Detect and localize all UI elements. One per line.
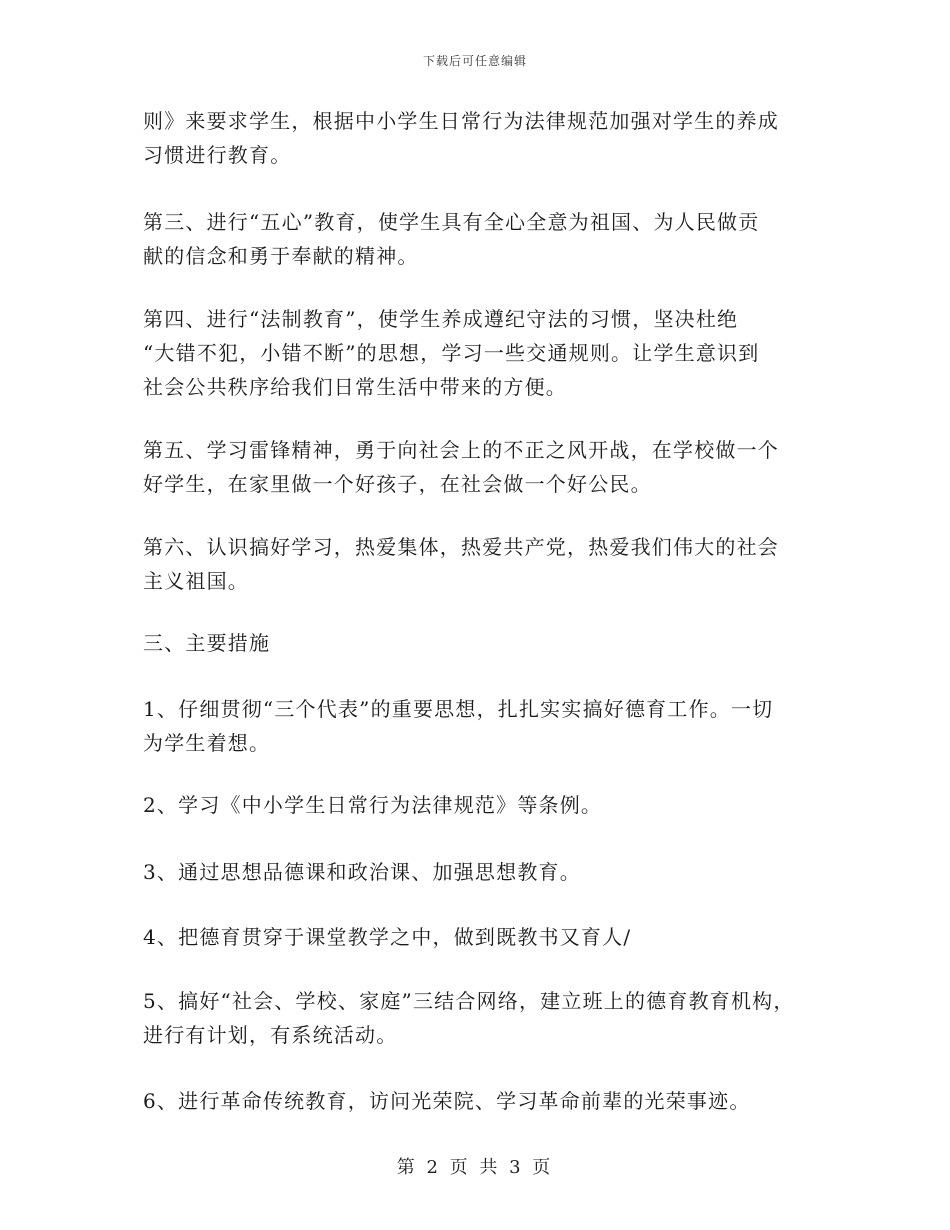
page-header: 下载后可任意编辑 <box>422 54 527 68</box>
text-line: 6、进行革命传统教育，访问光荣院、学习革命前辈的光荣事迹。 <box>143 1089 751 1113</box>
text-line: 4、把德育贯穿于课堂教学之中，做到既教书又育人/ <box>143 925 632 949</box>
paragraph <box>143 205 759 273</box>
text-line: 5、搞好“社会、学校、家庭”三结合网络，建立班上的德育教育机构， <box>143 989 795 1013</box>
paragraph <box>143 788 602 822</box>
section-heading <box>143 626 270 660</box>
text-line: 社会公共秩序给我们日常生活中带来的方便。 <box>143 375 567 399</box>
text-line: 三、主要措施 <box>143 631 271 655</box>
paragraph <box>143 302 759 404</box>
paragraph <box>143 855 581 889</box>
text-line: 2、学习《中小学生日常行为法律规范》等条例。 <box>143 793 603 817</box>
text-line: 第四、进行“法制教育”，使学生养成遵纪守法的习惯，坚决杜绝 <box>143 307 739 331</box>
text-line: 第三、进行“五心”教育，使学生具有全心全意为祖国、为人民做贡 <box>143 210 760 234</box>
text-line: 好学生，在家里做一个好孩子，在社会做一个好公民。 <box>143 472 652 496</box>
text-line: 主义祖国。 <box>143 569 249 593</box>
text-line: 献的信念和勇于奉献的精神。 <box>143 244 419 268</box>
text-line: 习惯进行教育。 <box>143 143 292 167</box>
paragraph <box>143 104 779 172</box>
paragraph <box>143 1084 751 1118</box>
text-line: 第五、学习雷锋精神，勇于向社会上的不正之风开战，在学校做一个 <box>143 438 779 462</box>
text-line: 1、仔细贯彻“三个代表”的重要思想，扎扎实实搞好德育工作。一切 <box>143 697 774 721</box>
text-line: “大错不犯，小错不断”的思想，学习一些交通规则。让学生意识到 <box>143 341 760 365</box>
paragraph <box>143 692 773 760</box>
text-line: 3、通过思想品德课和政治课、加强思想教育。 <box>143 860 581 884</box>
text-line: 进行有计划，有系统活动。 <box>143 1023 398 1047</box>
text-line: 为学生着想。 <box>143 731 271 755</box>
text-line: 第六、认识搞好学习，热爱集体，热爱共产党，热爱我们伟大的社会 <box>143 535 779 559</box>
text-line: 则》来要求学生，根据中小学生日常行为法律规范加强对学生的养成 <box>143 109 779 133</box>
page-number-footer: 第 2 页 共 3 页 <box>396 1157 554 1178</box>
paragraph <box>143 433 779 501</box>
paragraph <box>143 530 779 598</box>
paragraph <box>143 984 795 1052</box>
paragraph <box>143 920 631 954</box>
